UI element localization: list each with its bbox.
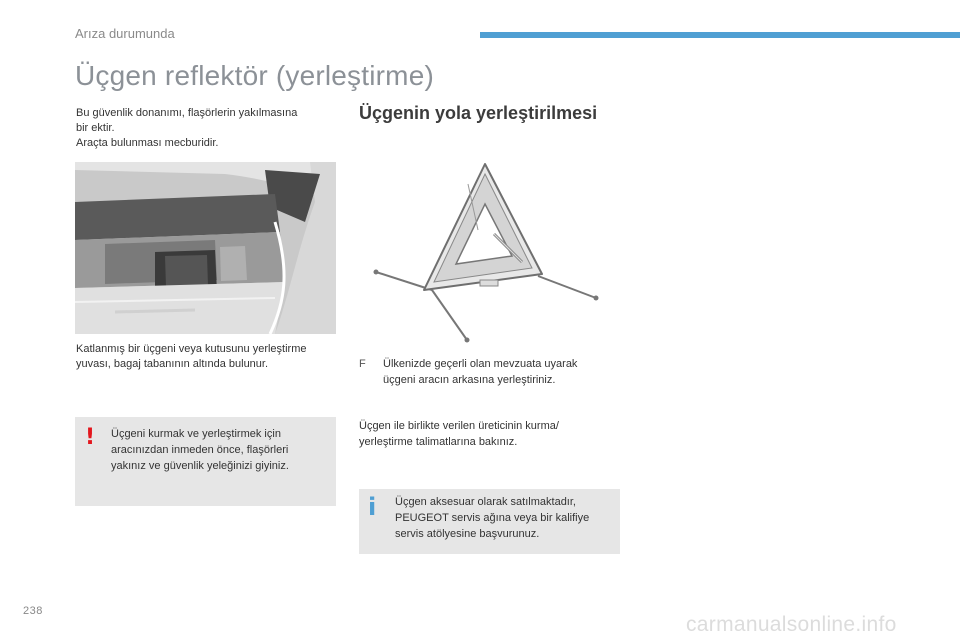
intro-paragraph bbox=[76, 106, 336, 151]
info-line: PEUGEOT servis ağına veya bir kalifiye bbox=[395, 512, 590, 524]
bullet-marker: F bbox=[359, 358, 366, 370]
bullet-line: üçgeni aracın arkasına yerleştiriniz. bbox=[383, 374, 556, 386]
note-line: yerleştirme talimatlarına bakınız. bbox=[359, 436, 518, 448]
intro-line: Bu güvenlik donanımı, flaşörlerin yakılmasına bbox=[76, 107, 298, 119]
intro-line: Araçta bulunması mecburidir. bbox=[76, 137, 219, 149]
warning-line: yakınız ve güvenlik yeleğinizi giyiniz. bbox=[111, 460, 289, 472]
bullet-text bbox=[383, 356, 619, 388]
warning-triangle-illustration bbox=[370, 160, 602, 346]
info-line: servis atölyesine başvurunuz. bbox=[395, 528, 540, 540]
note-line: Üçgen ile birlikte verilen üreticinin kurma/ bbox=[359, 420, 559, 432]
manufacturer-note bbox=[359, 418, 621, 450]
exclamation-icon: ! bbox=[85, 425, 96, 450]
warning-box bbox=[75, 417, 336, 506]
page-number: 238 bbox=[23, 605, 43, 617]
info-text bbox=[395, 494, 617, 542]
page-title: Üçgen reflektör (yerleştirme) bbox=[75, 60, 434, 91]
warning-line: aracınızdan inmeden önce, flaşörleri bbox=[111, 444, 289, 456]
trunk-photo bbox=[75, 162, 336, 334]
info-icon: i bbox=[368, 493, 377, 521]
photo-caption bbox=[76, 342, 338, 372]
intro-line: bir ektir. bbox=[76, 122, 115, 134]
caption-line: Katlanmış bir üçgeni veya kutusunu yerleştirme bbox=[76, 343, 307, 355]
chapter-label: Arıza durumunda bbox=[75, 26, 175, 41]
caption-line: yuvası, bagaj tabanının altında bulunur. bbox=[76, 358, 269, 370]
info-box bbox=[359, 489, 620, 554]
header-accent-bar bbox=[480, 32, 960, 38]
section-heading: Üçgenin yola yerleştirilmesi bbox=[359, 103, 598, 123]
info-line: Üçgen aksesuar olarak satılmaktadır, bbox=[395, 496, 576, 508]
warning-line: Üçgeni kurmak ve yerleştirmek için bbox=[111, 428, 281, 440]
warning-text bbox=[111, 426, 326, 474]
bullet-line: Ülkenizde geçerli olan mevzuata uyarak bbox=[383, 358, 578, 370]
watermark-text: carmanualsonline.info bbox=[686, 613, 897, 636]
